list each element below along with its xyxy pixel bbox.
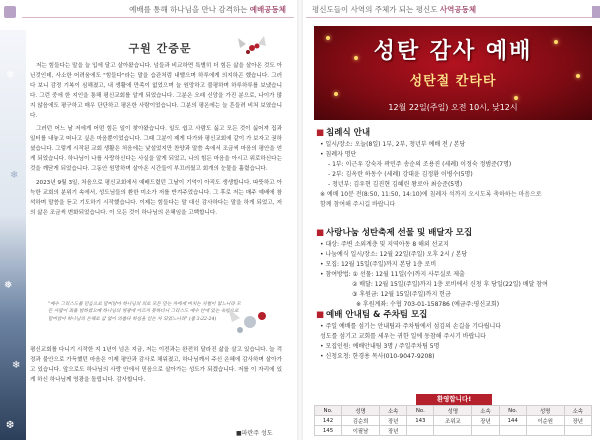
info-row: • 참여방법: ① 선물: 12월 11일(수)까지 사무실로 제출 xyxy=(320,271,465,278)
snowflake-icon: ❄ xyxy=(12,360,21,371)
info-row: • 모집인원: 예배안내팀 3명 / 주일주차팀 5명 xyxy=(320,343,440,350)
paragraph: 2023년 9월 3일, 처음으로 평신교회에서 예배드렸던 그날이 기억이 아직도 생생합니다. 따뜻하고 아늑한 교회의 분위기 속에서, 성도님들의 환한 미소가 저를 반겨주었습니다. 그 후로 저는 매주 예배에 참석하며 말씀을 듣고 기도하기 시작했습니다. 이제는 힘들다는 말 대신 감사하다는 말을 하게 되었고, 저의 삶은 조금씩 변화되었습니다. 이 모든 것이 하나님의 은혜임을 고백합니다. xyxy=(30,179,282,216)
christmas-banner xyxy=(314,26,592,120)
column-header: 소속 xyxy=(379,406,406,416)
column-header: 성명 xyxy=(434,406,472,416)
paragraph: 저는 힘들다는 말을 늘 입에 달고 살아왔습니다. 넘들과 비교하면 특별히 더 힘든 삶을 살아온 것도 아닌것인데, 사소한 어려움에도 "힘들다"라는 말을 습관처럼 내뱉으며 하루에게 의지하곤 했습니다. 그러다 보니 감정 기복이 심해졌고, 내 생활에 만족이 없었으며 늘 원망하고 불평하며 하루하루를 보냈습니다. 그런 중에 한 지인을 통해 평신교회를 알게 되었습니다. 그분은 오래 신앙을 가진 분으로, 나이가 많지 않음에도 평구하고 매우 단단하고 평온한 사람이었습니다. 그분의 평온에는 늘 흔들려 비쳐 보였습니다. xyxy=(30,63,282,119)
section-title xyxy=(316,128,592,138)
info-row: • 일시/장소: 오늘(8일) 1부, 2부, 청년부 예배 전 / 본당 xyxy=(320,141,466,148)
baptism-section xyxy=(316,128,592,210)
left-page xyxy=(0,0,294,440)
info-row: - 2부: 김옥란 하동수 (세례) 강대윤 김정환 이병수(5명) xyxy=(328,171,473,178)
info-row: ③ 후원금: 12월 15일(주일)까지 헌금 xyxy=(352,291,451,298)
snowflake-icon: ❄ xyxy=(10,170,19,181)
table-cell: 이필남 xyxy=(342,426,380,436)
table-cell: 장년 xyxy=(564,416,591,426)
column-header: 성명 xyxy=(526,406,564,416)
right-header-prefix: 평신도들이 사역의 주체가 되는 평신도 xyxy=(312,5,438,14)
info-row: • 나눔예식 일시/장소: 12월 22일(주일) 오후 2시 / 본당 xyxy=(320,251,468,258)
scripture-quote: "예수 그리스도를 믿음으로 말미암아 하나님의 의로 모든 믿는 자에게 미치는 차별이 없느니라 모든 사람이 죄를 범하였으매 하나님의 영광에 이르지 못하더니 그리스도 예수 안에 있는 속량으로 말미암아 하나님의 은혜로 값 없이 의롭다 하심을 얻은 자 되었느니라" (롬 3:22-24) xyxy=(48,302,241,322)
info-row: • 신청요청: 한경용 목사(010-9047-9208) xyxy=(320,353,435,360)
table-cell: 142 xyxy=(315,416,342,426)
table-cell: 김순희 xyxy=(342,416,380,426)
note-row: ※ 예배 10분 전(8:50, 11:50, 14:10)에 침례자 석까지 오시도록 축하하는 마음으로 xyxy=(320,191,542,198)
left-header-strong: 예배공동체 xyxy=(249,5,286,14)
table-cell xyxy=(526,426,564,436)
right-page xyxy=(306,0,600,440)
paragraph: 평신교회를 다니기 시작한 지 1년이 넘은 지금, 저는 이전과는 완전히 달라진 삶을 살고 있습니다. 늘 걱정과 불안으로 가득했던 마음은 이제 평안과 감사로 채워졌고, 하나님께서 주신 은혜에 감사하며 살아가고 있습니다. 앞으로도 하나님의 사랑 안에서 믿음으로 살아가는 성도가 되겠습니다. 저를 이 자리에 있게 하신 하나님께 영광을 돌립니다. 감사합니다. xyxy=(30,347,282,383)
volunteer-section xyxy=(316,310,592,362)
column-header: 소속 xyxy=(472,406,499,416)
info-row: 성도를 섬기고 교회를 세우는 귀한 일에 동참해 주시기 바랍니다 xyxy=(320,333,486,340)
table-cell xyxy=(499,426,526,436)
right-header-strong: 사역공동체 xyxy=(439,5,477,14)
info-row: - 청년부: 김우현 김진현 김혜린 왕로아 최승준(5명) xyxy=(328,181,463,188)
table-cell: 장년 xyxy=(379,416,406,426)
right-header xyxy=(306,4,592,18)
gift-section xyxy=(316,228,592,310)
square-icon: ■ xyxy=(316,228,325,238)
info-row: • 주일 예배를 섬기는 안내팀과 주차팀에서 섬김의 손길을 기다립니다 xyxy=(320,323,502,330)
table-row xyxy=(315,416,592,426)
table-cell: 장년 xyxy=(472,416,499,426)
section-title xyxy=(316,310,592,320)
paragraph: 그러던 어느 날 저에게 어떤 힘든 일이 찾아왔습니다. 일도 쉽고 사람도 싫고 모든 것이 싫어져 집과 일터를 내놓고 떠나고 싶은 마음뿐이었습니다. 그때 그분이 제게 다가와 평신교회에 같이 가 보자고 권하셨습니다. 그렇게 시작된 교회 생활은 처음에는 낯설었지만 찬양과 말씀 속에서 조금씩 마음의 평안을 얻게 되었습니다. 하나님이 나를 사랑하신다는 사실을 알게 되었고, 나의 힘든 마음을 아시고 위로하신다는 것을 깨닫게 되었습니다. 그동안 원망하며 살아온 시간들이 부끄러웠고 회개의 눈물을 흘렸습니다. xyxy=(30,126,282,173)
banner-title: 성탄 감사 예배 xyxy=(373,39,533,64)
table-cell: 144 xyxy=(499,416,526,426)
welcome-title: 환영합니다! xyxy=(416,394,492,405)
left-header-prefix: 예배를 통해 하나님을 만나 감격하는 xyxy=(129,5,248,14)
section-title-text: 예배 안내팀 & 주차팀 모집 xyxy=(326,310,428,320)
table-cell: 이순원 xyxy=(526,416,564,426)
author-name: ■파란주 성도 xyxy=(236,430,273,437)
article-title: 구원 간증문 xyxy=(128,42,192,55)
table-cell xyxy=(472,426,499,436)
corner-tab xyxy=(4,6,16,18)
ornament-icon xyxy=(220,300,280,346)
column-header: 성명 xyxy=(342,406,380,416)
section-title xyxy=(316,228,592,238)
page-gutter xyxy=(297,0,303,440)
section-title-text: 침례식 안내 xyxy=(326,128,371,138)
table-cell xyxy=(407,426,434,436)
snowflake-icon: ❅ xyxy=(4,280,13,291)
square-icon: ■ xyxy=(316,310,325,320)
article-body-continued xyxy=(30,346,282,386)
snow-decoration xyxy=(0,30,26,440)
banner-subtitle: 성탄절 칸타타 xyxy=(409,74,497,89)
info-row: - 1부: 이근우 강숙자 곽민주 송순의 조용진 (세례) 이정숙 정범준(7명) xyxy=(328,161,512,168)
table-row xyxy=(315,426,592,436)
corner-tab xyxy=(592,6,600,18)
table-cell xyxy=(434,426,472,436)
table-cell: 145 xyxy=(315,426,342,436)
banner-date: 12월 22일(주일) 오전 10시, 낮12시 xyxy=(388,103,518,112)
table-header-row xyxy=(315,406,592,416)
article-body xyxy=(30,62,282,223)
column-header: No. xyxy=(315,406,342,416)
info-row: • 침례자 명단 xyxy=(320,151,357,158)
info-row: ② 배달: 12월 15일(주일)까지 1층 로비에서 신청 후 당일(22일) 배달 참여 xyxy=(352,281,548,288)
column-header: 소속 xyxy=(564,406,591,416)
section-title-text: 사랑나눔 성탄축제 선물 및 배달자 모집 xyxy=(326,228,473,238)
light-icon xyxy=(334,92,338,96)
column-header: No. xyxy=(499,406,526,416)
note-row: 함께 참여해 주시길 바랍니다 xyxy=(320,201,396,208)
table-cell: 143 xyxy=(407,416,434,426)
square-icon: ■ xyxy=(316,128,325,138)
table-cell xyxy=(564,426,591,436)
table-cell: 조위교 xyxy=(434,416,472,426)
table-cell: 장년 xyxy=(379,426,406,436)
snowflake-icon: ❄ xyxy=(6,70,15,81)
new-members-table xyxy=(314,405,592,436)
light-icon xyxy=(514,96,518,100)
left-header xyxy=(22,4,294,18)
column-header: No. xyxy=(407,406,434,416)
info-row: ※ 후원계좌: 수협 703-01-158786 (예금주:평신교회) xyxy=(356,301,500,308)
snowflake-icon: ❆ xyxy=(6,420,15,431)
info-row: • 대상: 주변 소외계층 및 지역아동 8 해외 선교지 xyxy=(320,241,449,248)
info-row: • 모집: 12월 15일(주일)까지 본당 1층 로비 xyxy=(320,261,437,268)
